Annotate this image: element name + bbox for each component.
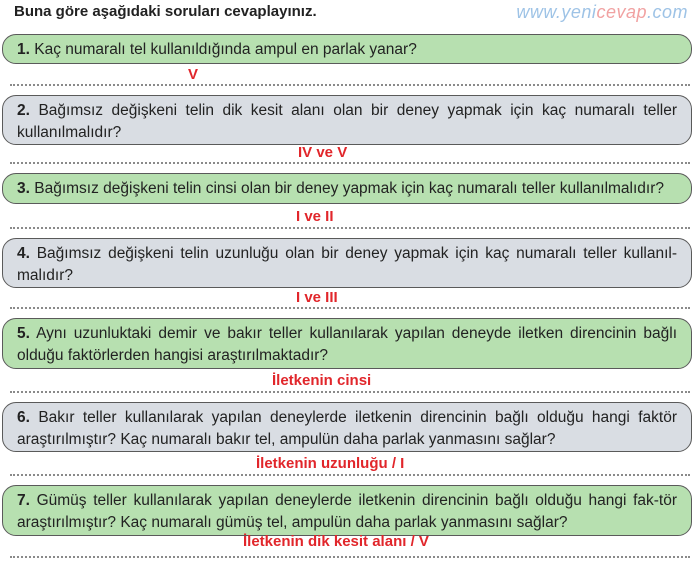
answer-text: IV ve V xyxy=(298,144,348,161)
answer-line xyxy=(10,162,690,164)
answer-text: İletkenin dik kesit alanı / V xyxy=(243,533,429,550)
question-box-6 xyxy=(2,402,692,452)
answer-text: İletkenin uzunluğu / I xyxy=(256,455,405,472)
question-number: 1. xyxy=(17,41,30,58)
page-title: Buna göre aşağıdaki soruları cevaplayınız. xyxy=(14,3,317,20)
watermark-logo xyxy=(516,2,688,23)
question-text: Bakır teller kullanılarak yapılan deneylerde iletkenin direncinin bağlı olduğu hangi faktör araştırılmıştır? Kaç numaralı bakır tel, ampulün daha parlak yanmasını sağlar? xyxy=(17,409,678,448)
answer-text: İletkenin cinsi xyxy=(272,372,372,389)
question-number: 2. xyxy=(17,102,30,119)
question-box-2 xyxy=(2,95,692,145)
answer-line xyxy=(10,307,690,309)
question-text: Bağımsız değişkeni telin cinsi olan bir deney yapmak için kaç numaralı teller kullanılmalıdır? xyxy=(34,180,665,197)
question-number: 4. xyxy=(17,245,30,262)
question-text: Gümüş teller kullanılarak yapılan deneylerde iletkenin direncinin bağlı olduğu hangi fak-tör araştırılmıştır? Kaç numaralı gümüş tel, ampulün daha parlak yanmasını sağlar? xyxy=(17,492,677,531)
question-box-1 xyxy=(2,34,692,64)
answer-line xyxy=(10,227,690,229)
answer-text: I ve II xyxy=(296,208,334,225)
question-box-4 xyxy=(2,238,692,288)
answer-line xyxy=(10,474,690,476)
question-text: Kaç numaralı tel kullanıldığında ampul en parlak yanar? xyxy=(34,41,417,58)
watermark-part-a: www.yeni xyxy=(516,2,597,22)
question-number: 7. xyxy=(17,492,30,509)
question-box-7 xyxy=(2,485,692,536)
answer-text: I ve III xyxy=(296,289,338,306)
answer-text: V xyxy=(188,66,199,83)
answer-line xyxy=(10,84,690,86)
question-number: 5. xyxy=(17,325,30,342)
answer-line xyxy=(10,556,690,558)
question-text: Bağımsız değişkeni telin dik kesit alanı olan bir deney yapmak için kaç numaralı teller kullanılmalıdır? xyxy=(17,102,677,141)
question-number: 6. xyxy=(17,409,30,426)
question-number: 3. xyxy=(17,180,30,197)
question-box-3 xyxy=(2,173,692,204)
question-text: Bağımsız değişkeni telin uzunluğu olan bir deney yapmak için kaç numaralı teller kullanıl-malıdır? xyxy=(17,245,677,284)
watermark-part-b: cevap xyxy=(596,2,647,22)
question-text: Aynı uzunluktaki demir ve bakır teller kullanılarak yapılan deneyde iletken direncinin bağlı olduğu faktörlerden hangisi araştırılmaktadır? xyxy=(17,325,678,364)
question-box-5 xyxy=(2,318,692,369)
answer-line xyxy=(10,391,690,393)
watermark-part-c: .com xyxy=(646,2,688,22)
